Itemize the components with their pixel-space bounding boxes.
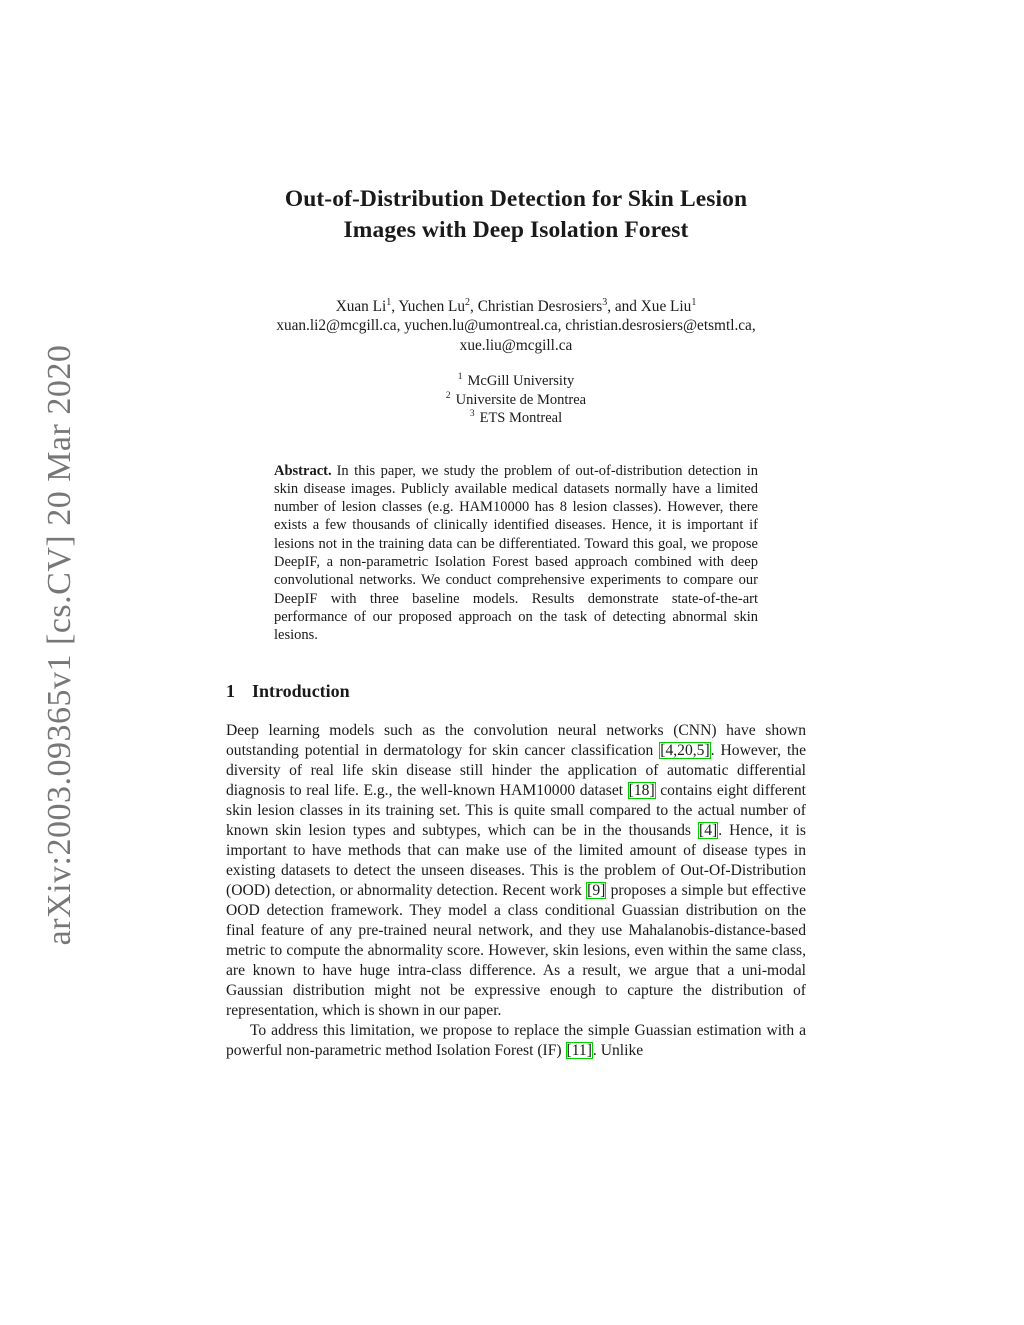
paragraph-text: . Hence, it is important to have methods that can make use of the limited amount of disease types in existing datasets to detect the unseen diseases. This is the problem of Out-Of-Distribution (OOD) detection, or abnormality detection. Recent work [226,822,806,900]
affiliation-mark: 2 [445,390,451,401]
paragraph-text: proposes a simple but effective OOD detection framework. They model a class conditional Guassian distribution on the final feature of any pre-trained neural network, and they use Mahalanobis-distance-based metric to compute the abnormality score. However, skin lesions, even within the same class, are known to have huge intra-class difference. As a result, we argue that a uni-modal Gaussian distribution might not be expressive enough to capture the distribution of representation, which is shown in our paper. [226,882,806,1020]
author-name: Xue Liu [640,298,692,315]
abstract-label: Abstract. [274,462,332,479]
paragraph-text: contains eight different skin lesion classes in its training set. This is quite small compared to the actual number of known skin lesion types and subtypes, which can be in the thousands [226,782,806,840]
author-affil-mark: 2 [465,297,471,308]
email-line-1: xuan.li2@mcgill.ca, yuchen.lu@umontreal.ca, christian.desrosiers@etsmtl.ca, [276,317,756,334]
author-separator: , and [607,298,641,315]
paragraph-text: . Unlike [592,1042,644,1060]
paragraph-text: . However, the diversity of real life skin disease still hinder the application of automatic differential diagnosis to real life. E.g., the well-known HAM10000 dataset [226,742,806,800]
affiliation-name: McGill University [467,373,575,389]
citation-link[interactable]: [4] [699,822,718,840]
paper-title [226,184,806,246]
author-affil-mark: 1 [386,297,392,308]
author-affil-mark: 3 [602,297,608,308]
paragraph-text: To address this limitation, we propose to replace the simple Guassian estimation with a powerful non-parametric method Isolation Forest (IF) [226,1022,806,1060]
author-list [226,297,806,316]
affiliation-mark: 3 [469,409,475,419]
author-name: Xuan Li [335,298,387,315]
affiliation-mark: 1 [457,372,463,382]
abstract-text: In this paper, we study the problem of out-of-distribution detection in skin disease images. Publicly available medical datasets normally have a limited number of lesion classes (e.g. HAM10000 has 8 lesion classes). However, there exists a few thousands of clinically identified diseases. Hence, it is important if lesions not in the training data can be differentiated. Toward this goal, we propose DeepIF, a non-parametric Isolation Forest based approach combined with deep convolutional networks. We conduct comprehensive experiments to compare our DeepIF with three baseline models. Results demonstrate state-of-the-art performance of our proposed approach on the task of detecting abnormal skin lesions. [274,462,758,644]
affiliation-name: Universite de Montrea [455,391,587,408]
title-line-1: Out-of-Distribution Detection for Skin Lesion [284,186,748,212]
abstract [274,462,758,645]
citation-link[interactable]: [4,20,5] [660,742,710,760]
citation-link[interactable]: [11] [566,1042,592,1060]
arxiv-side-stamp: arXiv:2003.09365v1 [cs.CV] 20 Mar 2020 [41,344,78,946]
email-line-2: xue.liu@mcgill.ca [459,336,573,354]
author-separator: , [391,298,399,315]
section-title: Introduction [252,681,350,702]
affiliation-list [226,372,806,428]
paper-page [226,184,806,1061]
section-heading [226,679,806,703]
affiliation-item [226,409,806,428]
affiliation-item [226,372,806,391]
paragraph-text: Deep learning models such as the convolution neural networks (CNN) have shown outstanding potential in dermatology for skin cancer classification [226,722,806,760]
citation-link[interactable]: [9] [587,882,606,900]
author-affil-mark: 1 [691,297,697,308]
author-emails [226,316,806,355]
section-number: 1 [226,681,235,702]
intro-paragraph-1 [226,721,806,1021]
author-separator: , [470,298,478,315]
author-name: Christian Desrosiers [477,298,603,315]
affiliation-name: ETS Montreal [479,410,563,426]
affiliation-item [226,391,806,410]
title-line-2: Images with Deep Isolation Forest [343,217,689,243]
intro-paragraph-2 [226,1021,806,1061]
author-name: Yuchen Lu [398,298,466,315]
citation-link[interactable]: [18] [628,782,655,800]
